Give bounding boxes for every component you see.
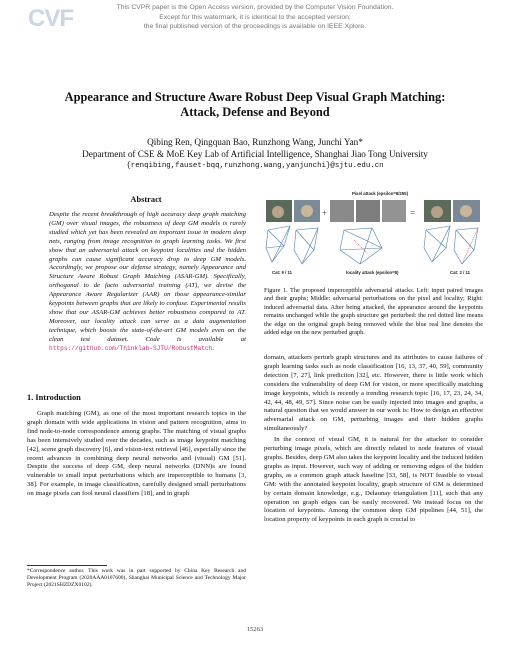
figure-label-right: Cat: 2 / 11 — [450, 270, 471, 275]
abstract-end: . — [212, 344, 215, 352]
intro-p1: Graph matching (GM), as one of the most important research topics in the graph domain with wide applications in vision and pattern recognition, aims to find node-to-node correspondence among graphs. The matching of visual graphs has been intensively studied over the decades, such as image keypoint matching [42], scene graph discovery [6], and vision-text retrieval [46], especially since the recent advances in combining deep neural networks and (visual) GM [51]. Despite the success of deep GM, deep neural networks (DNN)s are found vulnerable to small input perturbations which are imperceptible to humans [3, 38]. For example, in image classification, carefully designed small perturbations on image pixels can fool neural classifiers [18], and in graph — [27, 410, 246, 498]
intro-paragraph — [27, 408, 246, 499]
right-column-text — [264, 354, 483, 525]
footnote-divider — [27, 565, 107, 566]
right-p2: In the context of visual GM, it is natural for the attacker to consider perturbing image pixels, which are directly related to node features of visual graphs. Besides, deep GM also takes the keypoint locality and the induced hidden graphs as input. However, such way of adding or removing edges of the hidden graphs, as a common graph attack baseline [33, 58], is NOT feasible to visual GM: with the annotated keypoint locality, graph structure of GM is determined by certain domain knowledge, e.g., Delaunay triangulation [11], such that any operation on graph edges can be easily recovered. We instead focus on the location of keypoints. Among the common deep GM pipelines [44, 51], the location property of keypoints in each graph is crucial to — [264, 436, 483, 524]
cat-face-icon — [431, 206, 443, 218]
graph-right — [424, 226, 478, 264]
plus-icon: + — [322, 208, 328, 218]
abstract-body: Despite the recent breakthrough of high accuracy deep graph matching (GM) over visual images, the robustness of deep GM models is rarely studied which yet has been revealed an important issue in modern deep nets, ranging from image recognition to graph learning tasks. We first show that an adversarial attack on keypoint localities and the hidden graphs can cause significant accuracy drop to deep GM models. Accordingly, we propose our defense strategy, namely Appearance and Structure Aware Robust Graph Matching (ASAR-GM). Specifically, orthogonal to de facto adversarial training (AT), we devise the Appearance Aware Regularizer (AAR) on those appearance-similar keypoints between graphs that are likely to confuse. Experimental results show that our ASAR-GM achieves better robustness compared to AT. Moreover, our locality attack can serve as a data augmentation technique, which boosts the state-of-the-art GM models even on the clean test dataset. Code is available at — [49, 211, 246, 343]
cvf-logo: CVF — [28, 5, 73, 32]
equals-icon: = — [410, 208, 416, 218]
code-link[interactable]: https://github.com/Thinklab-SJTU/RobustMatch — [49, 344, 213, 352]
cat-face-icon — [272, 206, 284, 218]
section-heading-introduction: 1. Introduction — [27, 393, 81, 402]
open-access-notice — [90, 3, 420, 32]
abstract-text — [49, 211, 246, 354]
author-names: Qibing Ren, Qingquan Bao, Runzhong Wang, Junchi Yan* — [147, 137, 363, 147]
title-line: Appearance and Structure Aware Robust Deep Visual Graph Matching: — [64, 90, 446, 104]
title-line: Attack, Defense and Beyond — [180, 105, 330, 119]
figure-caption: Figure 1. The proposed imperceptible adversarial attacks. Left: input paired images and their graphs; Middle: adversarial perturbations on the pixel and locality; Right: induced adversarial data. After being attacked, the appearance around the keypoints remains unchanged while the graph structure get perturbed: the red dotted line means the edge on the original graph being removed while the blue real line denotes the added edge on the new perturbed graph. — [264, 287, 483, 337]
cat-face-icon — [301, 205, 313, 217]
noise-image-2 — [356, 200, 380, 222]
cat-face-icon — [460, 205, 472, 217]
footnote: *Correspondence author. This work was in part supported by China Key Research and Development Program (2020AAA0107600), Shanghai Municipal Science and Technology Major Project (2021SHZDZX0102). — [27, 568, 246, 588]
page-number: 15263 — [246, 626, 264, 633]
author-block — [30, 136, 480, 172]
figure-label-middle: locality attack (epsilon=8) — [346, 270, 399, 275]
notice-line: Except for this watermark, it is identical to the accepted version; — [159, 13, 351, 21]
figure-label-top: Pixel attack (epsilon=8/255) — [352, 191, 409, 196]
noise-image-1 — [330, 200, 354, 222]
figure-label-left: Cat: 9 / 11 — [272, 270, 293, 275]
noise-image-3 — [382, 200, 406, 222]
affiliation: Department of CSE & MoE Key Lab of Artificial Intelligence, Shanghai Jiao Tong University — [82, 149, 428, 159]
figure-1 — [264, 190, 483, 282]
notice-line: the final published version of the proceedings is available on IEEE Xplore. — [143, 23, 367, 30]
graph-middle — [340, 228, 382, 264]
paper-title — [30, 90, 480, 120]
notice-line: This CVPR paper is the Open Access version, provided by the Computer Vision Foundation. — [116, 4, 394, 11]
author-email: {renqibing,fauset-bqq,runzhong.wang,yanjunchi}@sjtu.edu.cn — [126, 162, 384, 170]
graph-left — [266, 226, 318, 264]
right-p1: domain, attackers perturb graph structures and its attributes to cause failures of graph learning tasks such as node classification [16, 13, 37, 40, 59], community detection [7, 27], link prediction [32], etc. However, there is little work which considers the vulnerability of deep GM for vision, or more specifically matching image keypoints, which is recently a trending research topic [16, 17, 23, 24, 34, 42, 44, 48, 49, 57]. Since noise can be easily injected into images and graphs, a natural question that we would answer in our work is: How to design an effective adversarial attack on GM, perturbing images and their hidden graphs simultaneously? — [264, 354, 483, 433]
abstract-heading: Abstract — [130, 195, 162, 204]
